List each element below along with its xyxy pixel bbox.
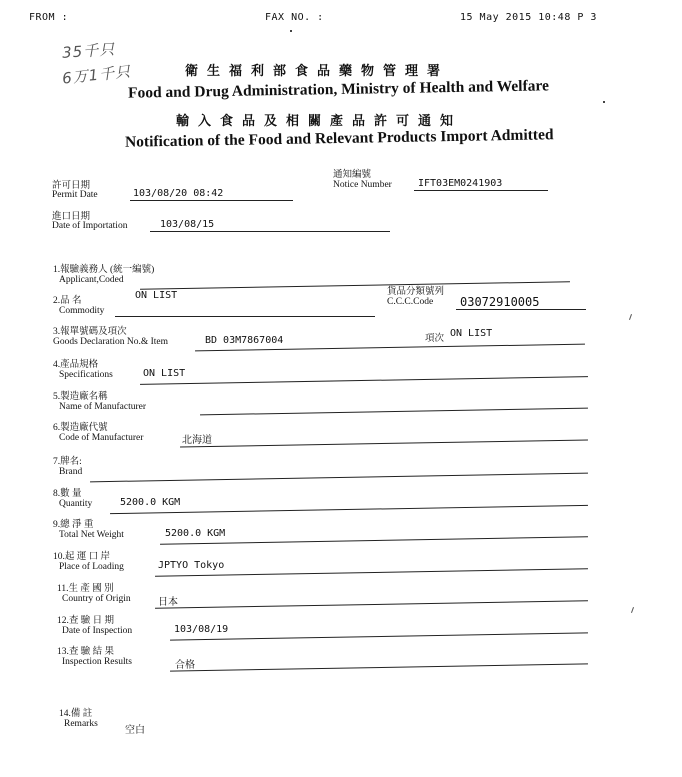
inspection-date-value: 103/08/19: [174, 624, 229, 635]
scan-speck: [631, 607, 634, 613]
origin-label: Country of Origin: [62, 594, 131, 604]
specifications-value: ON LIST: [143, 368, 186, 379]
permit-date-label: Permit Date: [52, 190, 98, 200]
importation-date-value: 103/08/15: [160, 219, 215, 230]
commodity-value: ON LIST: [135, 290, 178, 301]
brand-label: Brand: [59, 467, 83, 477]
scan-speck: [290, 30, 292, 32]
manufacturer-code-label: Code of Manufacturer: [59, 433, 144, 443]
fax-number: FAX NO. :: [265, 12, 324, 23]
ccc-underline: [456, 309, 586, 310]
brand-label-zh: 7.牌名:: [53, 457, 82, 467]
inspection-date-underline: [170, 632, 588, 640]
specifications-label: Specifications: [59, 370, 113, 380]
manufacturer-name-label-zh: 5.製造廠名稱: [53, 392, 108, 402]
item-value: ON LIST: [450, 328, 493, 339]
inspection-date-label: Date of Inspection: [62, 626, 133, 636]
origin-underline: [155, 600, 588, 609]
applicant-label: Applicant,Coded: [59, 275, 124, 285]
declaration-value: BD 03M7867004: [205, 335, 284, 346]
scan-speck: [629, 314, 632, 320]
importation-date-underline: [150, 231, 390, 232]
origin-label-zh: 11.生 產 國 別: [57, 584, 114, 594]
notice-number-label: Notice Number: [333, 180, 392, 190]
agency-title-en: Food and Drug Administration, Ministry of Health and Welfare: [127, 77, 550, 102]
quantity-underline: [110, 505, 588, 514]
declaration-label-zh: 3.報單號碼及項次: [53, 327, 127, 337]
quantity-label: Quantity: [59, 499, 93, 509]
manufacturer-name-underline: [200, 408, 588, 416]
brand-underline: [90, 473, 588, 483]
scan-speck: [603, 101, 605, 103]
inspection-results-value: 合格: [175, 660, 195, 671]
permit-date-value: 103/08/20 08:42: [133, 188, 224, 199]
net-weight-label: Total Net Weight: [59, 530, 124, 540]
specifications-underline: [140, 376, 588, 385]
fax-from: FROM :: [29, 12, 69, 23]
item-label-zh: 項次: [425, 334, 445, 344]
manufacturer-code-label-zh: 6.製造廠代號: [53, 423, 108, 433]
commodity-underline: [115, 316, 375, 317]
loading-value: JPTYO Tokyo: [158, 560, 225, 571]
origin-value: 日本: [158, 597, 178, 608]
handwritten-note-1: 35千只: [61, 40, 116, 62]
net-weight-value: 5200.0 KGM: [165, 528, 226, 539]
commodity-label-zh: 2.品 名: [53, 296, 82, 306]
permit-date-underline: [130, 200, 293, 201]
importation-date-label-zh: 進口日期: [52, 212, 91, 222]
inspection-results-label-zh: 13.查 驗 結 果: [57, 647, 115, 657]
manufacturer-code-underline: [180, 439, 588, 447]
net-weight-label-zh: 9.總 淨 重: [53, 520, 94, 530]
quantity-value: 5200.0 KGM: [120, 497, 181, 508]
fax-datetime: 15 May 2015 10:48 P 3: [460, 12, 597, 23]
notice-number-underline: [414, 190, 548, 191]
notice-number-label-zh: 通知編號: [333, 170, 372, 180]
notice-title-zh: 輸入食品及相關產品許可通知: [176, 113, 463, 128]
ccc-value: 03072910005: [460, 295, 540, 309]
agency-title-zh: 衛生福利部食品藥物管理署: [185, 63, 450, 78]
manufacturer-name-label: Name of Manufacturer: [59, 402, 147, 412]
commodity-label: Commodity: [59, 306, 105, 316]
manufacturer-code-value: 北海道: [182, 435, 212, 446]
remarks-label: Remarks: [64, 719, 98, 729]
importation-date-label: Date of Importation: [52, 221, 128, 231]
applicant-label-zh: 1.報驗義務人 (統一編號): [53, 265, 155, 275]
remarks-label-zh: 14.備 註: [59, 709, 93, 719]
notice-title-en: Notification of the Food and Relevant Products Import Admitted: [124, 126, 554, 151]
remarks-value: 空白: [125, 725, 145, 736]
specifications-label-zh: 4.產品規格: [53, 360, 99, 370]
applicant-underline: [140, 281, 570, 290]
quantity-label-zh: 8.數 量: [53, 489, 82, 499]
declaration-label: Goods Declaration No.& Item: [53, 337, 169, 347]
ccc-label: C.C.C.Code: [387, 297, 434, 307]
inspection-date-label-zh: 12.查 驗 日 期: [57, 616, 115, 626]
loading-label: Place of Loading: [59, 562, 124, 572]
inspection-results-label: Inspection Results: [62, 657, 132, 667]
loading-label-zh: 10.起 運 口 岸: [53, 552, 111, 562]
inspection-results-underline: [170, 663, 588, 671]
ccc-label-zh: 貨品分類號列: [387, 287, 445, 297]
permit-date-label-zh: 許可日期: [52, 181, 91, 191]
handwritten-note-2: 6万1千只: [61, 62, 132, 88]
notice-number-value: IFT03EM0241903: [418, 178, 503, 189]
